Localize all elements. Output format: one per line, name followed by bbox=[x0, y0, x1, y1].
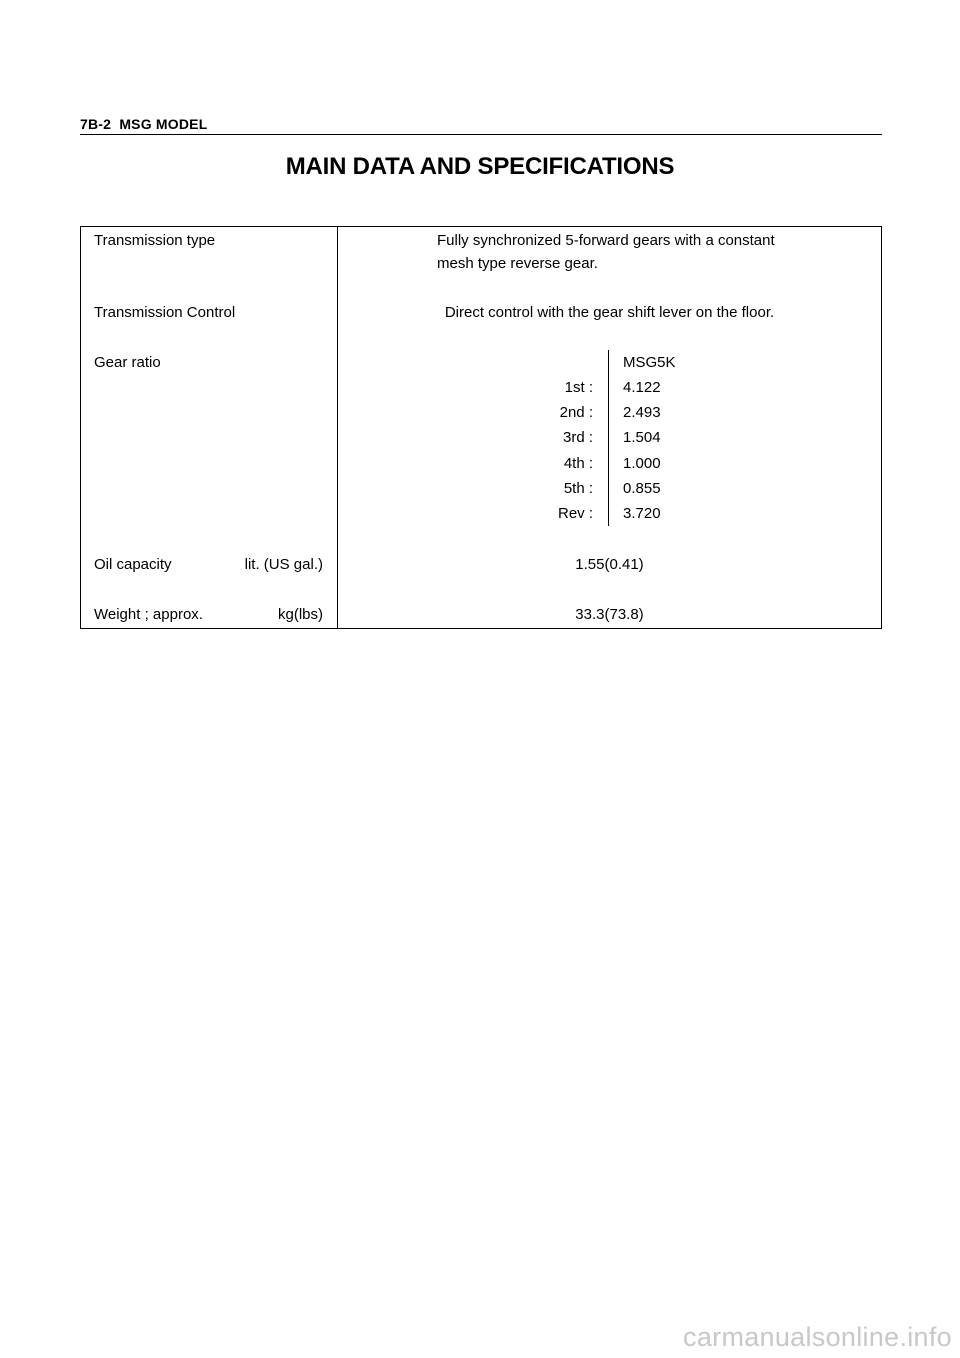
transmission-control-label: Transmission Control bbox=[94, 304, 236, 321]
gear-ratio-row bbox=[338, 425, 881, 450]
gear-ratio-value: 1.000 bbox=[623, 455, 661, 472]
gear-ratio-model: MSG5K bbox=[623, 354, 676, 371]
gear-ratio-value: 1.504 bbox=[623, 429, 661, 446]
gear-ratio-row bbox=[338, 400, 881, 425]
gear-ratio-row bbox=[338, 501, 881, 526]
gear-ratio-row bbox=[338, 476, 881, 501]
weight-unit: kg(lbs) bbox=[277, 606, 323, 623]
page-title: MAIN DATA AND SPECIFICATIONS bbox=[285, 153, 675, 180]
oil-capacity-label: Oil capacity bbox=[94, 556, 172, 573]
gear-name: 4th : bbox=[563, 455, 593, 472]
gear-name: 5th : bbox=[563, 480, 593, 497]
page-header bbox=[80, 116, 882, 135]
gear-name: 1st : bbox=[564, 379, 593, 396]
transmission-type-value-line1: Fully synchronized 5-forward gears with a constant bbox=[437, 232, 775, 249]
watermark: carmanualsonline.info bbox=[683, 1322, 952, 1352]
gear-name: 3rd : bbox=[562, 429, 593, 446]
gear-ratio-value: 3.720 bbox=[623, 505, 661, 522]
gear-name: 2nd : bbox=[559, 404, 593, 421]
transmission-type-label: Transmission type bbox=[94, 232, 216, 249]
weight-label: Weight ; approx. bbox=[94, 606, 203, 623]
gear-ratio-value: 2.493 bbox=[623, 404, 661, 421]
oil-capacity-value: 1.55(0.41) bbox=[575, 556, 644, 573]
section-label: 7B-2 MSG MODEL bbox=[80, 116, 208, 132]
oil-capacity-unit: lit. (US gal.) bbox=[244, 556, 323, 573]
gear-ratio-model-row bbox=[338, 350, 881, 375]
gear-ratio-label: Gear ratio bbox=[94, 354, 161, 371]
transmission-control-value: Direct control with the gear shift lever on the floor. bbox=[444, 304, 775, 321]
gear-ratio-row bbox=[338, 451, 881, 476]
gear-ratio-value: 0.855 bbox=[623, 480, 661, 497]
gear-ratio-row bbox=[338, 375, 881, 400]
spec-table bbox=[80, 226, 882, 629]
weight-value: 33.3(73.8) bbox=[575, 606, 644, 623]
transmission-type-value-line2: mesh type reverse gear. bbox=[437, 255, 598, 272]
gear-ratio-value: 4.122 bbox=[623, 379, 661, 396]
gear-name: Rev : bbox=[557, 505, 593, 522]
